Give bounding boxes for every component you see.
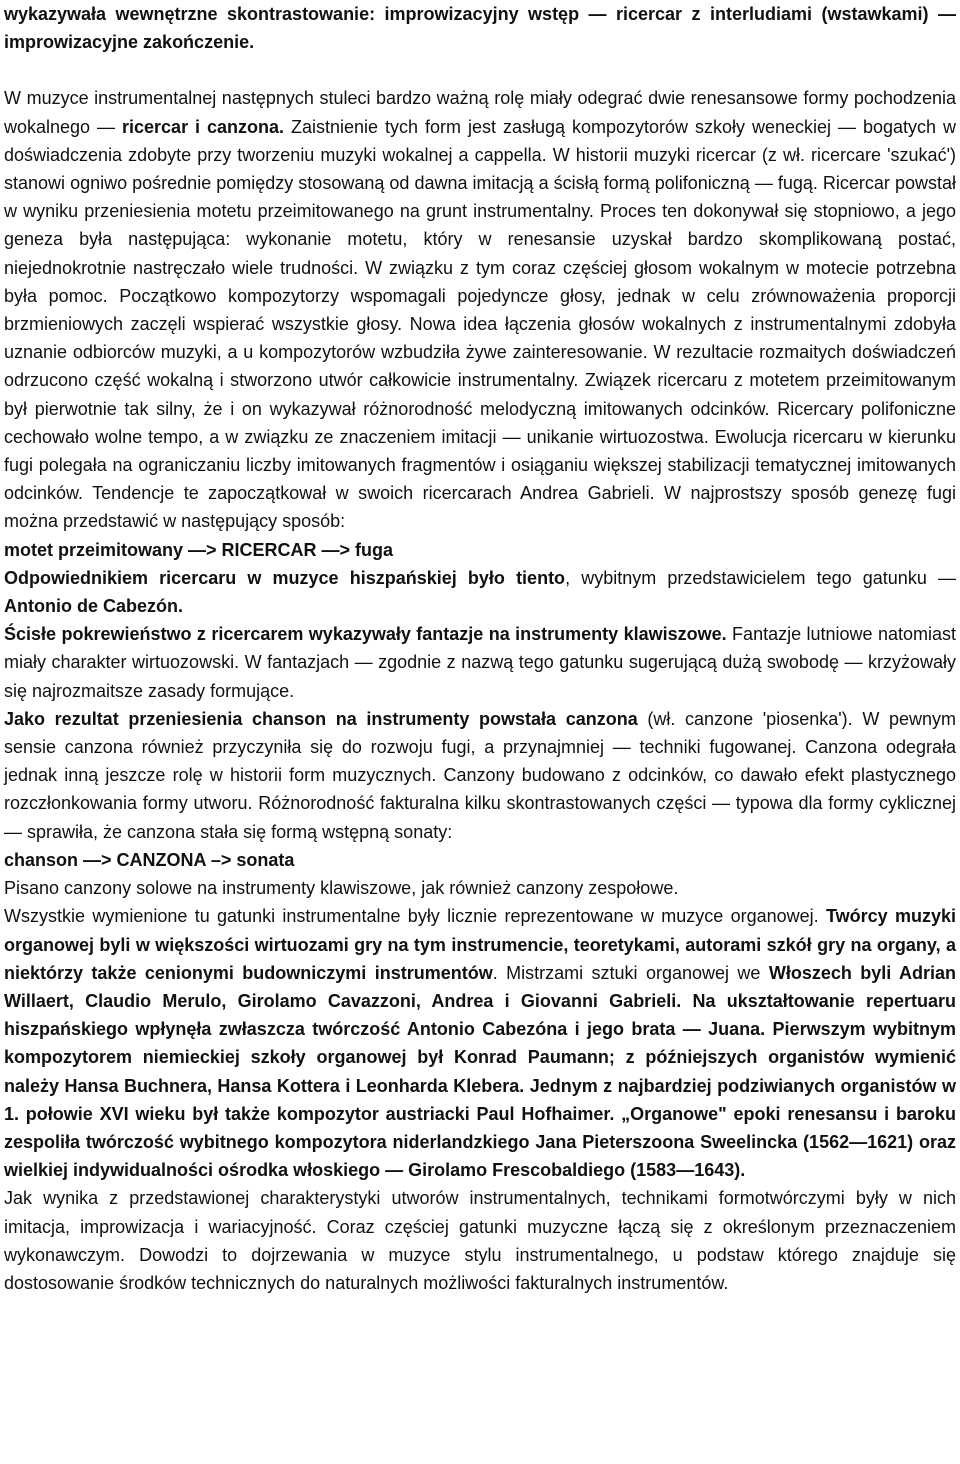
text-segment: (wł. canzone 'piosenka'). W pewnym sensie canzona również przyczyniła się do rozwoju fugi, a przynajmniej — techniki fugowanej. Canzona odegrała jednak inną jeszcze rolę w historii form muzycznych. Canzony budowano z odcinków, co dawało efekt plastycznego rozczłonkowania formy utworu. Różnorodność fakturalna kilku skontrastowanych części — typowa dla formy cyklicznej — sprawiła, że canzona stała się formą wstępną sonaty:: [4, 708, 956, 842]
text-segment: ricercar i canzona.: [122, 116, 285, 137]
text-segment: Odpowiednikiem ricercaru w muzyce hiszpańskiej było tiento: [4, 567, 566, 588]
paragraph-2: [4, 84, 956, 535]
text-segment: chanson —> CANZONA –> sonata: [4, 849, 295, 870]
text-segment: Zaistnienie tych form jest zasługą kompozytorów szkoły weneckiej — bogatych w doświadczenia zdobyte przy tworzeniu muzyki wokalnej a cappella. W historii muzyki ricercar (z wł. ricercare 'szukać') stanowi ogniwo pośrednie pomiędzy stosowaną od dawna imitacją a ścisłą formą polifoniczną — fugą. Ricercar powstał w wyniku przeniesienia motetu przeimitowanego na grunt instrumentalny. Proces ten dokonywał się stopniowo, a jego geneza była następująca: wykonanie motetu, który w renesansie uzyskał bardzo skomplikowaną postać, niejednokrotnie nastręczało wiele trudności. W związku z tym coraz częściej głosom wokalnym w motecie potrzebna była pomoc. Początkowo kompozytorzy wspomagali pojedyncze głosy, jednak w celu zrównoważenia proporcji brzmieniowych zaczęli wspierać wszystkie głosy. Nowa idea łączenia głosów wokalnych z instrumentalnymi zdobyła uznanie odbiorców muzyki, a u kompozytorów wzbudziła żywe zainteresowanie. W rezultacie rozmaitych doświadczeń odrzucono część wokalną i stworzono utwór całkowicie instrumentalny. Związek ricercaru z motetem przeimitowanym był pierwotnie tak silny, że i on wykazywał różnorodność melodyczną imitowanych odcinków. Ricercary polifoniczne cechowało wolne tempo, a w związku ze znaczeniem imitacji — unikanie wirtuozostwa. Ewolucja ricercaru w kierunku fugi polegała na ograniczaniu liczby imitowanych fragmentów i osiąganiu większej stabilizacji tematycznej imitowanych odcinków. Tendencje te zapoczątkował w swoich ricercarach Andrea Gabrieli. W najprostszy sposób genezę fugi można przedstawić w następujący sposób:: [4, 116, 956, 532]
text-segment: Jako rezultat przeniesienia chanson na instrumenty powstała canzona: [4, 708, 638, 729]
paragraph-5: [4, 620, 956, 705]
paragraph-8: [4, 874, 956, 902]
text-segment: . Mistrzami sztuki organowej we: [492, 962, 769, 983]
paragraph-7: [4, 846, 956, 874]
text-segment: W muzyce instrumentalnej następnych stuleci bardzo ważną rolę miały odegrać dwie renesansowe formy pochodzenia wokalnego —: [4, 88, 956, 137]
text-segment: Jak wynika z przedstawionej charakterystyki utworów instrumentalnych, technikami formotwórczymi były w nich imitacja, improwizacja i wariacyjność. Coraz częściej gatunki muzyczne łączą się z określonym przeznaczeniem wykonawczym. Dowodzi to dojrzewania w muzyce stylu instrumentalnego, u podstaw którego znajduje się dostosowanie środków technicznych do naturalnych możliwości fakturalnych instrumentów.: [4, 1188, 956, 1293]
text-segment: , wybitnym przedstawicielem tego gatunku —: [565, 567, 956, 588]
paragraph-spacer: [4, 56, 956, 84]
text-segment: Twórcy muzyki organowej byli w większości wirtuozami gry na tym instrumencie, teoretykami, autorami szkół gry na organy, a niektórzy także cenionymi budowniczymi instrumentów: [4, 906, 957, 983]
text-segment: Wszystkie wymienione tu gatunki instrumentalne były licznie reprezentowane w muzyce organowej.: [4, 906, 826, 927]
paragraph-6: [4, 705, 956, 846]
paragraph-3: [4, 536, 956, 564]
paragraph-1: [4, 0, 956, 56]
paragraph-10: [4, 1184, 956, 1297]
text-segment: Pisano canzony solowe na instrumenty klawiszowe, jak również canzony zespołowe.: [4, 878, 679, 899]
text-segment: wykazywała wewnętrzne skontrastowanie: improwizacyjny wstęp — ricercar z interludiami (wstawkami) — improwizacyjne zakończenie.: [4, 4, 956, 53]
text-segment: motet przeimitowany —> RICERCAR —> fuga: [4, 539, 394, 560]
paragraph-4: [4, 564, 956, 620]
text-segment: Fantazje lutniowe natomiast miały charakter wirtuozowski. W fantazjach — zgodnie z nazwą tego gatunku sugerującą dużą swobodę — krzyżowały się najrozmaitsze zasady formujące.: [4, 624, 957, 701]
text-segment: Antonio de Cabezón.: [4, 596, 183, 617]
text-segment: Ścisłe pokrewieństwo z ricercarem wykazywały fantazje na instrumenty klawiszowe.: [4, 624, 727, 645]
text-segment: Włoszech byli Adrian Willaert, Claudio Merulo, Girolamo Cavazzoni, Andrea i Giovanni Gabrieli. Na ukształtowanie repertuaru hiszpańskiego wpłynęła zwłaszcza twórczość Antonio Cabezóna i jego brata — Juana. Pierwszym wybitnym kompozytorem niemieckiej szkoły organowej był Konrad Paumann; z późniejszych organistów wymienić należy Hansa Buchnera, Hansa Kottera i Leonharda Klebera. Jednym z najbardziej podziwianych organistów w 1. połowie XVI wieku był także kompozytor austriacki Paul Hofhaimer. „Organowe" epoki renesansu i baroku zespoliła twórczość wybitnego kompozytora niderlandzkiego Jana Pieterszoona Sweelincka (1562—1621) oraz wielkiej indywidualności ośrodka włoskiego — Girolamo Frescobaldiego (1583—1643).: [4, 962, 956, 1181]
paragraph-9: [4, 902, 956, 1184]
